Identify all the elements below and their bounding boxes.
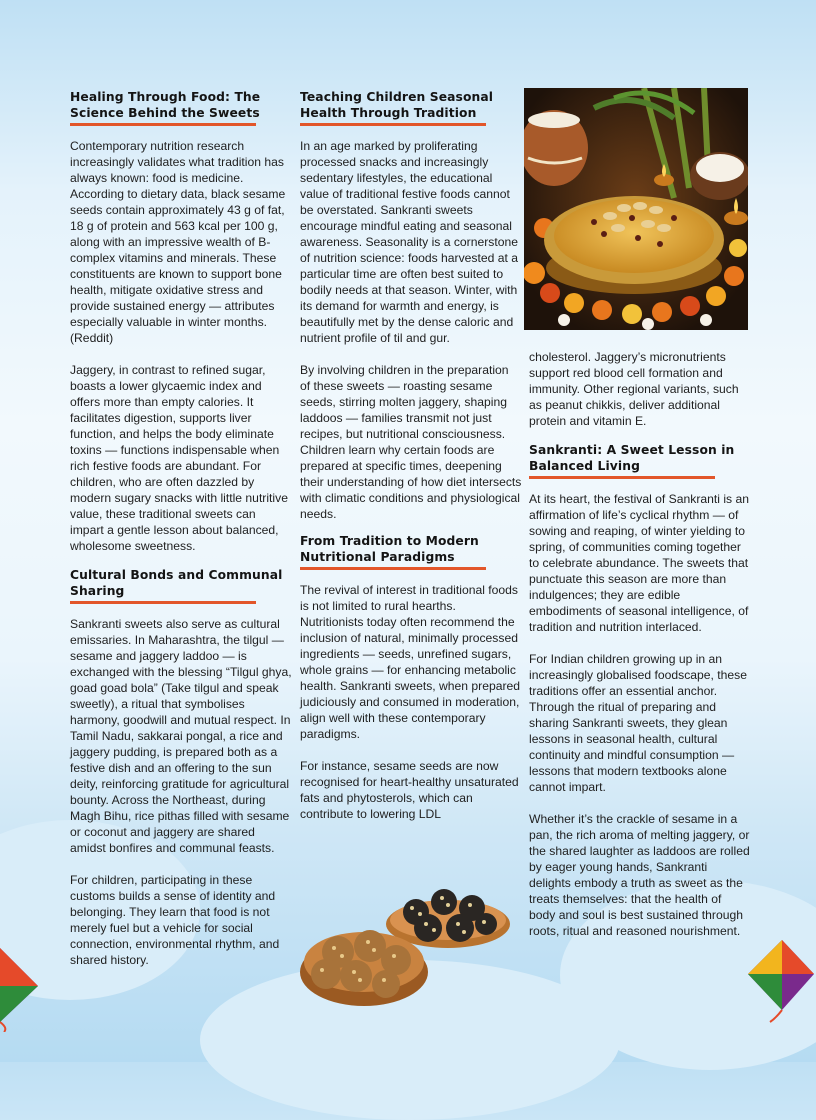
paragraph: Whether it’s the crackle of sesame in a pan, the rich aroma of melting jaggery, or the shared laughter as laddoos are rolled by eager young hands, Sankranti delights embody a truth as sweet as the treats themselves: that the health of body and soul is best sustained through roots, ritual and reasoned nourishment. xyxy=(529,812,750,938)
section-title-modern: From Tradition to Modern Nutritional Paradigms xyxy=(300,534,479,564)
column-right xyxy=(529,349,751,955)
title-underline xyxy=(70,123,256,126)
paragraph: For instance, sesame seeds are now recognised for heart-healthy unsaturated fats and phytosterols, which can contribute to lowering LDL xyxy=(300,759,519,821)
title-underline xyxy=(70,601,256,604)
paragraph: The revival of interest in traditional foods is not limited to rural hearths. Nutritionists today often recommend the inclusion of natural, minimally processed ingredients — seeds, unrefined sugars, whole grains — for enhancing metabolic health. Sankranti sweets, when prepared judiciously and consumed in moderation, align well with these contemporary paradigms. xyxy=(300,583,521,741)
festival-food-photo xyxy=(524,88,748,330)
section-title-lesson: Sankranti: A Sweet Lesson in Balanced Living xyxy=(529,443,735,473)
paragraph: For Indian children growing up in an increasingly globalised foodscape, these traditions offer an essential anchor. Through the ritual of preparing and sharing Sankranti sweets, they glean lessons in seasonal health, cultural continuity and mindful consumption — lessons that modern textbooks alone cannot impart. xyxy=(529,652,747,794)
paragraph: At its heart, the festival of Sankranti is an affirmation of life’s cyclical rhythm — of sowing and reaping, of winter yielding to spring, of communities coming together to celebrate abundance. The sweets that punctuate this season are more than indulgences; they are edible embodiments of seasonal intelligence, of tradition and nutrition interlaced. xyxy=(529,492,749,634)
paragraph: For children, participating in these customs builds a sense of identity and belonging. They learn that food is not merely fuel but a vehicle for social connection, environmental rhythm, and shared history. xyxy=(70,873,280,967)
laddoo-plates-illustration xyxy=(298,872,518,1017)
section-title-healing: Healing Through Food: The Science Behind the Sweets xyxy=(70,90,261,120)
paragraph: By involving children in the preparation of these sweets — roasting sesame seeds, stirring molten jaggery, shaping laddoos — families transmit not just recipes, but nutritional consciousness. Children learn why certain foods are prepared at specific times, deepening their understanding of how diet intersects with climatic conditions and physiological needs. xyxy=(300,363,522,521)
title-underline xyxy=(529,476,715,479)
kite-left-illustration xyxy=(0,948,44,1037)
paragraph: In an age marked by proliferating processed snacks and increasingly sedentary lifestyles, the educational value of traditional festive foods cannot be overstated. Sankranti sweets encourage mindful eating and seasonal awareness. Seasonality is a cornerstone of nutrition science: foods harvested at a particular time are often best suited to bodily needs at that season. Winter, with its demand for warmth and energy, is beautifully met by the dense caloric and nutrient profile of til and gur. xyxy=(300,139,518,345)
column-left xyxy=(70,89,292,984)
kite-right-illustration xyxy=(746,940,816,1029)
column-middle xyxy=(300,89,522,838)
title-underline xyxy=(300,567,486,570)
section-title-cultural: Cultural Bonds and Communal Sharing xyxy=(70,568,283,598)
paragraph: Jaggery, in contrast to refined sugar, boasts a lower glycaemic index and offers more than empty calories. It facilitates digestion, supports liver function, and helps the body eliminate toxins — functions indispensable when rich festive foods are abundant. For children, who are often dazzled by modern sugary snacks with little nutritive value, these traditional sweets can impart a gentle lesson about balanced, wholesome sweetness. xyxy=(70,363,288,553)
section-title-teaching: Teaching Children Seasonal Health Through Tradition xyxy=(300,90,494,120)
paragraph: cholesterol. Jaggery’s micronutrients support red blood cell formation and immunity. Other regional variants, such as peanut chikkis, deliver additional protein and vitamin E. xyxy=(529,350,739,428)
paragraph: Sankranti sweets also serve as cultural emissaries. In Maharashtra, the tilgul — sesame and jaggery laddoo — is exchanged with the blessing “Tilgul ghya, goad goad bola” (Take tilgul and speak sweetly), a ritual that symbolises harmony, goodwill and mutual respect. In Tamil Nadu, sakkarai pongal, a rice and jaggery pudding, is prepared both as a festive dish and an offering to the sun deity, reinforcing gratitude for agricultural bounty. Across the Northeast, during Magh Bihu, rice pithas filled with sesame or coconut and jaggery are shared amidst bonfires and communal feasts. xyxy=(70,617,292,855)
paragraph: Contemporary nutrition research increasingly validates what tradition has always known: food is medicine. According to dietary data, black sesame seeds contain approximately 43 g of fat, 18 g of protein and 563 kcal per 100 g, along with an impressive wealth of B-complex vitamins and minerals. These constituents are known to support bone health, mitigate oxidative stress and provide sustained energy — attributes especially valuable in winter months. (Reddit) xyxy=(70,139,286,345)
title-underline xyxy=(300,123,486,126)
